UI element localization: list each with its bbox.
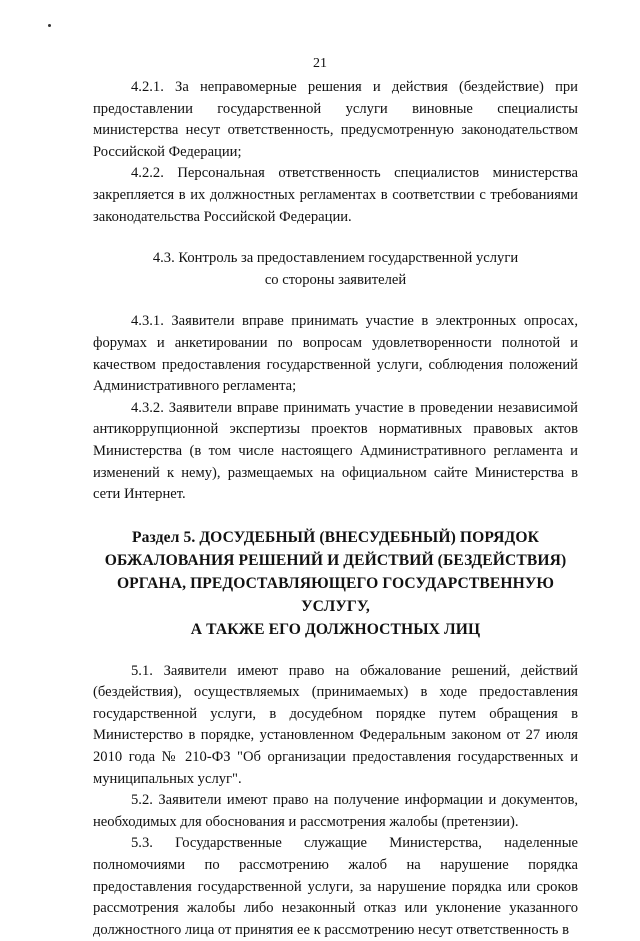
spacer [93,641,578,661]
page-number: 21 [313,56,327,71]
subsection-heading-4-3 [93,248,578,291]
paragraph-5-3: 5.3. Государственные служащие Министерства, наделенные полномочиями по рассмотрению жалоб на нарушение порядка предоставления государственной услуги, за нарушение порядка или сроков рассмотрения жалобы либо незаконный отказ или уклонение указанного должностного лица от принятия ее к рассмотрению несут ответственность в [93,835,578,938]
spacer [93,291,578,311]
section-5-title [93,526,578,641]
paragraph-4-3-2: 4.3.2. Заявители вправе принимать участие в проведении независимой антикоррупционной экспертизы проектов нормативных правовых актов Министерства (в том числе настоящего Административного регламента и изменений к нему), размещаемых на официальном сайте Министерства в сети Интернет. [93,399,578,503]
section-title-line3: ОРГАНА, ПРЕДОСТАВЛЯЮЩЕГО ГОСУДАРСТВЕННУЮ УСЛУГУ, [116,574,555,615]
paragraph-5-2: 5.2. Заявители имеют право на получение информации и документов, необходимых для обоснования и рассмотрения жалобы (претензии). [93,792,578,830]
paragraph-5-1: 5.1. Заявители имеют право на обжалование решений, действий (бездействия), осуществляемых (принимаемых) в ходе предоставления государственной услуги, в досудебном порядке путем обращения в Министерство в порядке, установленном Федеральным законом от 27 июля 2010 года № 210-ФЗ "Об организации предоставления государственных и муниципальных услуг". [93,662,578,787]
paragraph-4-2-1: 4.2.1. За неправомерные решения и действия (бездействие) при предоставлении государственной услуги виновные специалисты министерства несут ответственность, предусмотренную законодательством Российской Федерации; [93,79,578,160]
paragraph-4-2-2: 4.2.2. Персональная ответственность специалистов министерства закрепляется в их должностных регламентах в соответствии с требованиями законодательства Российской Федерации. [93,165,578,225]
spacer [93,228,578,248]
section-title-line4: А ТАКЖЕ ЕГО ДОЛЖНОСТНЫХ ЛИЦ [190,620,481,638]
subsection-heading-line2: со стороны заявителей [264,271,407,288]
scan-speck [48,24,51,27]
section-title-line1: Раздел 5. ДОСУДЕБНЫЙ (ВНЕСУДЕБНЫЙ) ПОРЯДОК [131,528,540,546]
section-title-line2: ОБЖАЛОВАНИЯ РЕШЕНИЙ И ДЕЙСТВИЙ (БЕЗДЕЙСТВИЯ) [104,551,567,569]
paragraph-4-3-1: 4.3.1. Заявители вправе принимать участие в электронных опросах, форумах и анкетировании по вопросам удовлетворенности полнотой и качеством предоставления государственной услуги, соблюдения положений Административного регламента; [93,313,578,395]
subsection-heading-line1: 4.3. Контроль за предоставлением государственной услуги [152,250,519,267]
page-content [93,77,578,941]
spacer [93,506,578,526]
